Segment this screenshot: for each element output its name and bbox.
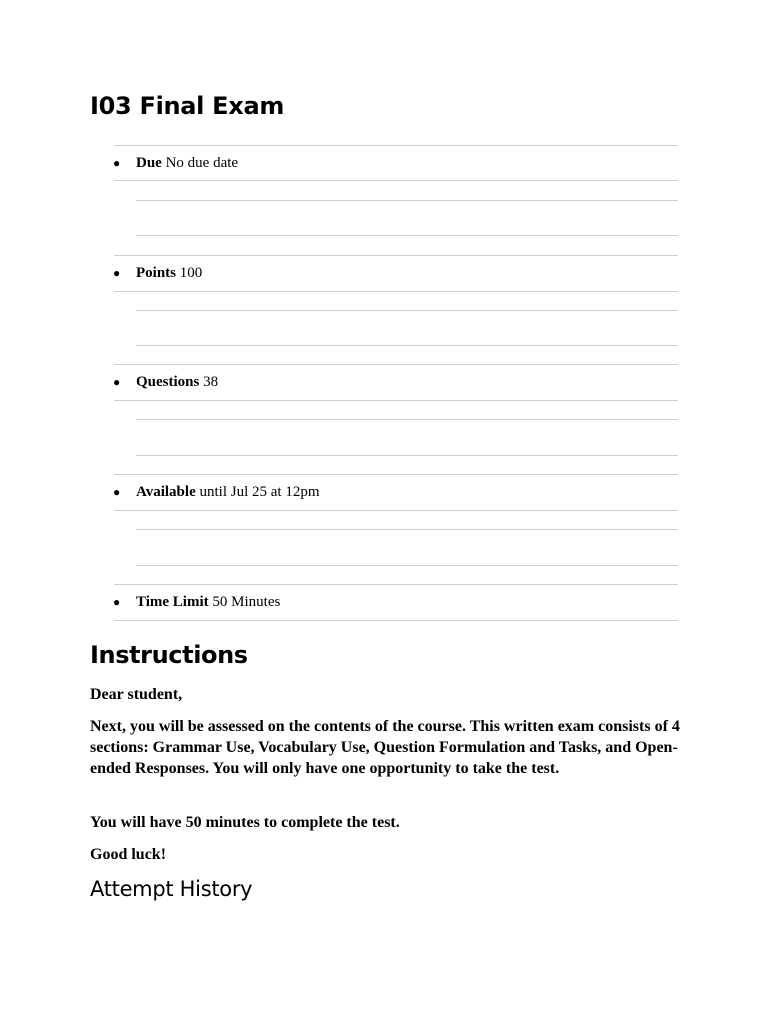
divider	[114, 364, 678, 365]
divider	[114, 510, 678, 511]
divider	[114, 620, 678, 621]
detail-label: Due	[136, 155, 162, 171]
bullet-icon: ●	[113, 156, 121, 170]
detail-label: Available	[136, 484, 196, 500]
detail-points	[113, 264, 203, 282]
divider	[114, 584, 678, 585]
attempt-history-heading: Attempt History	[90, 877, 253, 901]
divider	[114, 291, 678, 292]
divider	[114, 145, 678, 146]
detail-value: until Jul 25 at 12pm	[199, 484, 320, 500]
instructions-greeting: Dear student,	[90, 686, 183, 703]
detail-time-limit	[113, 593, 281, 611]
divider	[114, 474, 678, 475]
bullet-icon: ●	[113, 375, 121, 389]
bullet-icon: ●	[113, 595, 121, 609]
detail-value: 38	[203, 374, 219, 390]
divider	[136, 565, 678, 566]
detail-label: Time Limit	[136, 594, 209, 610]
divider	[136, 529, 678, 530]
divider	[136, 345, 678, 346]
page-title: I03 Final Exam	[90, 92, 285, 120]
divider	[114, 400, 678, 401]
divider	[136, 235, 678, 236]
instructions-heading: Instructions	[90, 641, 248, 669]
bullet-icon: ●	[113, 485, 121, 499]
divider	[136, 419, 678, 420]
divider	[136, 200, 678, 201]
detail-available	[113, 483, 320, 501]
detail-value: No due date	[165, 155, 239, 171]
bullet-icon: ●	[113, 266, 121, 280]
instructions-time-note: You will have 50 minutes to complete the test.	[90, 814, 400, 831]
detail-value: 50 Minutes	[212, 594, 281, 610]
detail-label: Points	[136, 265, 177, 281]
instructions-closing: Good luck!	[90, 846, 167, 863]
detail-value: 100	[179, 265, 203, 281]
divider	[114, 180, 678, 181]
detail-due	[113, 154, 239, 172]
detail-label: Questions	[136, 374, 200, 390]
divider	[136, 310, 678, 311]
divider	[114, 255, 678, 256]
detail-questions	[113, 373, 219, 391]
divider	[136, 455, 678, 456]
instructions-paragraph: Next, you will be assessed on the contents of the course. This written exam consists of 4 sections: Grammar Use, Vocabulary Use, Question Formulation and Tasks, and Open-ended Responses. You will only have one opportunity to take the test.	[90, 718, 680, 777]
